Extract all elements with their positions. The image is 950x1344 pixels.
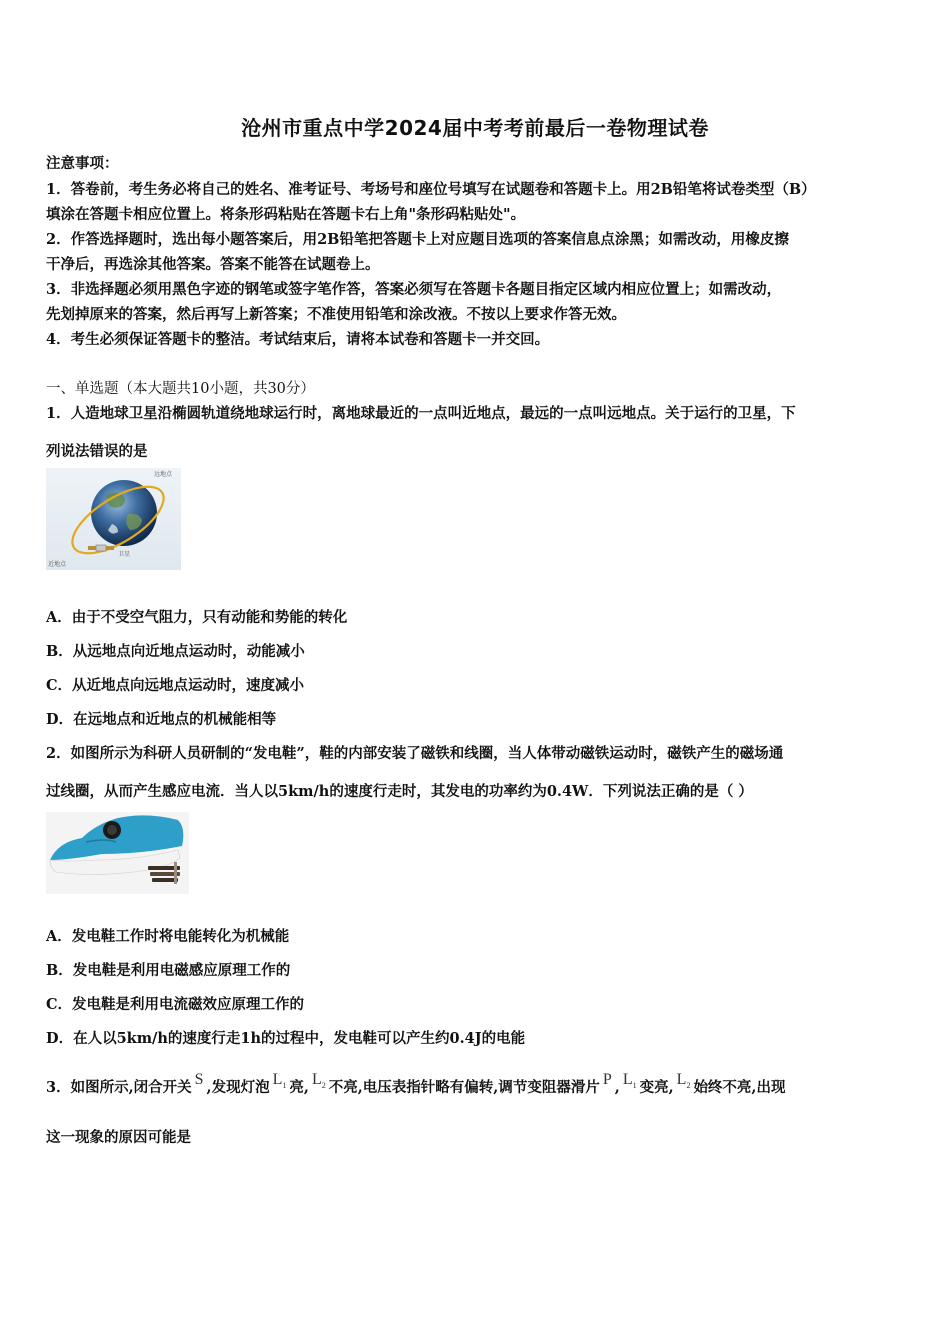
option-b: B．发电鞋是利用电磁感应原理工作的 (46, 962, 291, 979)
question-1-stem: 1．人造地球卫星沿椭圆轨道绕地球运行时，离地球最近的一点叫近地点，最远的一点叫远地点。关于运行的卫星，下 (46, 405, 796, 422)
near-point-label: 近地点 (48, 561, 67, 568)
option-d: D．在人以5km/h的速度行走1h的过程中，发电鞋可以产生约0.4J的电能 (46, 1030, 526, 1047)
q3-text: 变亮, (639, 1079, 674, 1096)
page-title: 沧州市重点中学2024届中考考前最后一卷物理试卷 (241, 116, 709, 140)
option-b: B．从远地点向近地点运动时，动能减小 (46, 643, 305, 660)
q3-text: ,发现灯泡 (206, 1079, 270, 1096)
q3-text: 始终不亮,出现 (693, 1079, 786, 1096)
section-heading: 一、单选题（本大题共10小题，共30分） (46, 381, 315, 397)
question-2-stem-cont: 过线圈，从而产生感应电流．当人以5km/h的速度行走时，其发电的功率约为0.4W．下列说法正确的是（ ） (46, 783, 753, 800)
option-c: C．从近地点向远地点运动时，速度减小 (46, 677, 305, 694)
option-c: C．发电鞋是利用电流磁效应原理工作的 (46, 996, 305, 1013)
notice-heading: 注意事项： (46, 155, 119, 172)
question-2-stem: 2．如图所示为科研人员研制的“发电鞋”，鞋的内部安装了磁铁和线圈，当人体带动磁铁运动时，磁铁产生的磁场通 (46, 745, 784, 762)
lamp-l2-symbol: $L_2$ (311, 1071, 326, 1091)
q3-text: 3．如图所示,闭合开关 (46, 1079, 192, 1096)
notice-line: 填涂在答题卡相应位置上。将条形码粘贴在答题卡右上角"条形码粘贴处"。 (46, 206, 526, 223)
switch-symbol: S (194, 1071, 204, 1088)
notice-line: 4．考生必须保证答题卡的整洁。考试结束后，请将本试卷和答题卡一并交回。 (46, 331, 550, 348)
option-a: A．由于不受空气阻力，只有动能和势能的转化 (46, 609, 348, 626)
option-d: D．在远地点和近地点的机械能相等 (46, 711, 277, 728)
option-a: A．发电鞋工作时将电能转化为机械能 (46, 928, 290, 945)
power-shoe-image (46, 812, 189, 894)
satellite-orbit-image (46, 468, 181, 570)
lamp-l1-symbol: $L_1$ (272, 1071, 287, 1091)
q3-text: 亮, (289, 1079, 309, 1096)
notice-line: 2．作答选择题时，选出每小题答案后，用2B铅笔把答题卡上对应题目选项的答案信息点涂黑；如需改动，用橡皮擦 (46, 231, 789, 248)
slider-p-symbol: P (602, 1071, 612, 1088)
far-point-label: 远地点 (154, 471, 173, 478)
question-3-stem-cont: 这一现象的原因可能是 (46, 1129, 191, 1146)
satellite-label: 卫星 (118, 551, 131, 558)
q3-text: 不亮,电压表指针略有偏转,调节变阻器滑片 (328, 1079, 600, 1096)
notice-line: 干净后，再选涂其他答案。答案不能答在试题卷上。 (46, 256, 380, 273)
notice-line: 1．答卷前，考生务必将自己的姓名、准考证号、考场号和座位号填写在试题卷和答题卡上。用2B铅笔将试卷类型（B） (46, 181, 816, 198)
q3-text: , (614, 1079, 620, 1096)
question-1-stem-cont: 列说法错误的是 (46, 443, 148, 460)
question-3-stem (46, 1071, 786, 1098)
lamp-l2-symbol: $L_2$ (676, 1071, 691, 1091)
lamp-l1-symbol: $L_1$ (622, 1071, 637, 1091)
notice-line: 3．非选择题必须用黑色字迹的钢笔或签字笔作答，答案必须写在答题卡各题目指定区域内相应位置上；如需改动， (46, 281, 782, 298)
notice-line: 先划掉原来的答案，然后再写上新答案；不准使用铅笔和涂改液。不按以上要求作答无效。 (46, 306, 626, 323)
